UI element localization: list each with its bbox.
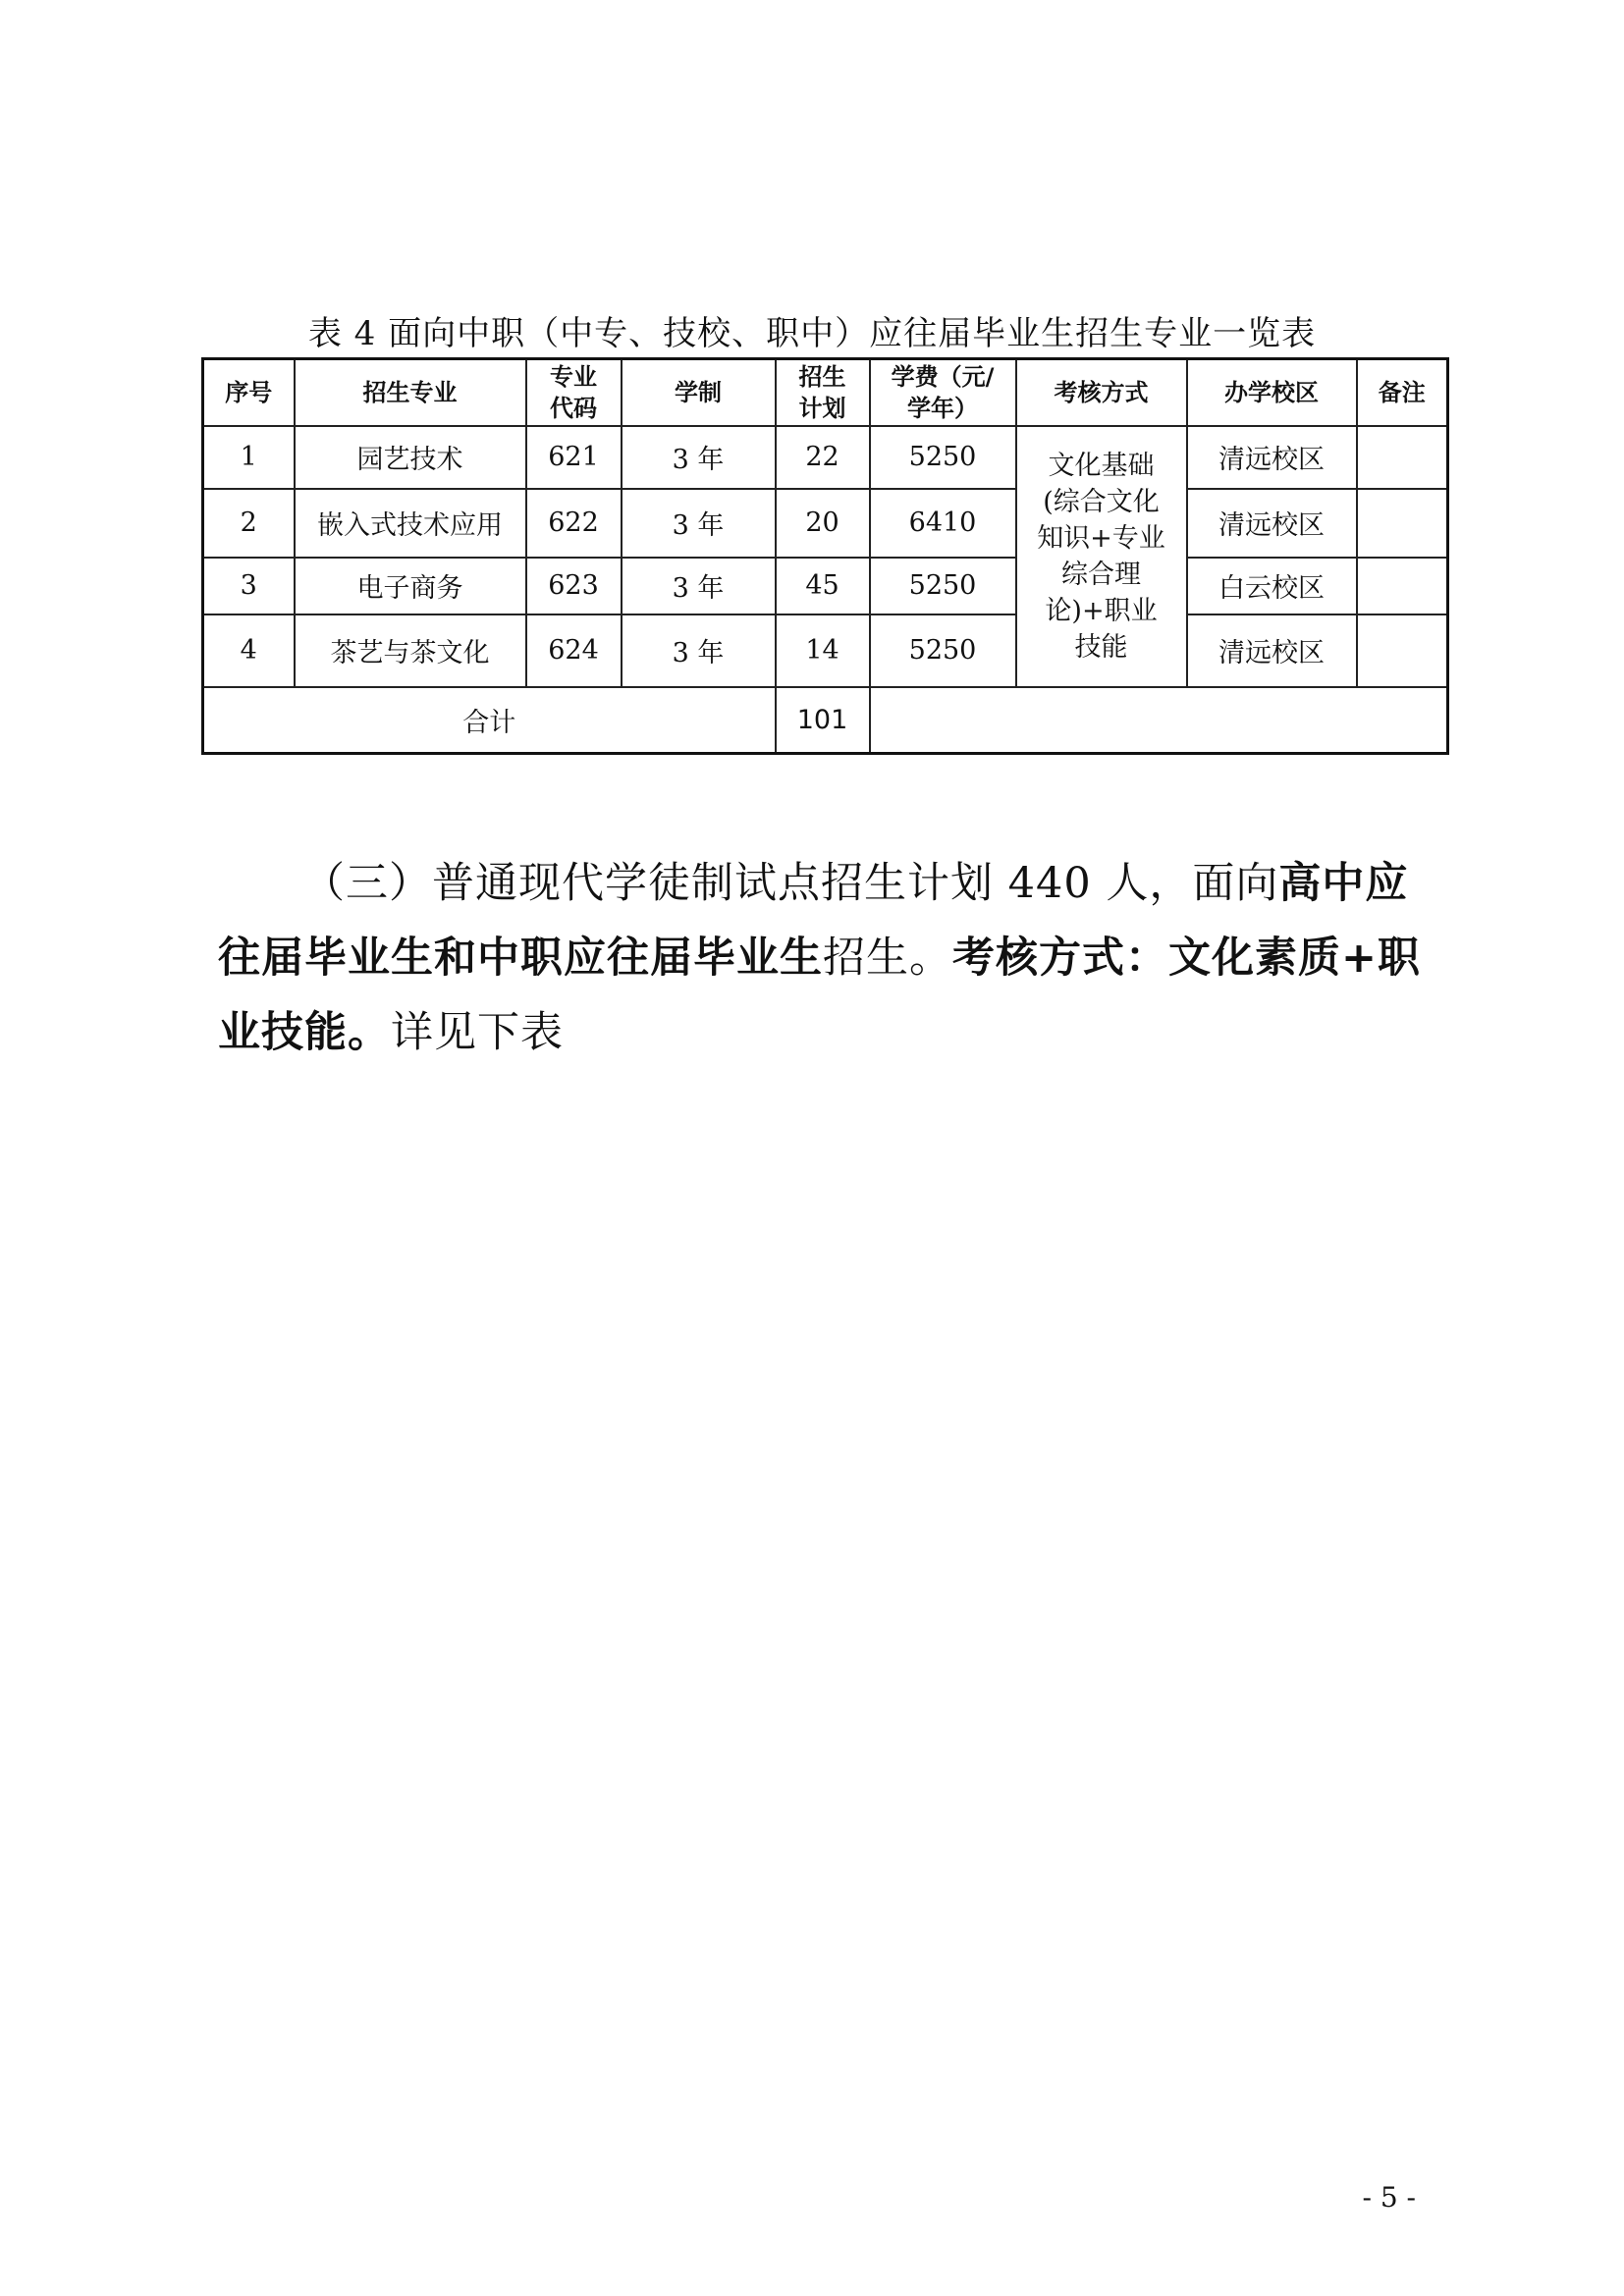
cell-fee: 5250 bbox=[870, 426, 1016, 489]
header-notes: 备注 bbox=[1357, 359, 1448, 426]
page-number: - 5 - bbox=[1362, 2181, 1416, 2214]
cell-plan: 20 bbox=[776, 489, 870, 558]
paragraph-text-2: 招生。 bbox=[823, 934, 952, 983]
header-plan-line1: 招生 bbox=[798, 362, 846, 391]
cell-major: 嵌入式技术应用 bbox=[295, 489, 526, 558]
header-plan bbox=[776, 359, 870, 426]
cell-notes bbox=[1357, 558, 1448, 614]
header-fee-line1: 学费（元/ bbox=[891, 362, 995, 391]
paragraph-bold-1: 高中应往届毕业生和中职应往届毕业生 bbox=[218, 859, 1409, 983]
header-fee bbox=[870, 359, 1016, 426]
header-code bbox=[526, 359, 622, 426]
cell-length: 3 年 bbox=[622, 426, 776, 489]
table-row bbox=[203, 614, 1448, 687]
cell-code: 623 bbox=[526, 558, 622, 614]
method-line: 综合理 bbox=[1061, 559, 1141, 590]
paragraph-text-1: （三）普通现代学徒制试点招生计划 440 人，面向 bbox=[302, 859, 1279, 908]
table-row bbox=[203, 489, 1448, 558]
cell-seq: 1 bbox=[203, 426, 295, 489]
table-row bbox=[203, 558, 1448, 614]
cell-code: 622 bbox=[526, 489, 622, 558]
body-paragraph bbox=[218, 846, 1426, 1070]
cell-fee: 5250 bbox=[870, 558, 1016, 614]
header-code-line2: 代码 bbox=[550, 394, 597, 422]
cell-notes bbox=[1357, 614, 1448, 687]
cell-major: 电子商务 bbox=[295, 558, 526, 614]
cell-major: 园艺技术 bbox=[295, 426, 526, 489]
cell-code: 624 bbox=[526, 614, 622, 687]
table-row bbox=[203, 426, 1448, 489]
header-seq: 序号 bbox=[203, 359, 295, 426]
total-label: 合计 bbox=[203, 687, 776, 754]
header-length: 学制 bbox=[622, 359, 776, 426]
header-campus: 办学校区 bbox=[1187, 359, 1357, 426]
table-header-row bbox=[203, 359, 1448, 426]
table-caption: 表 4 面向中职（中专、技校、职中）应往届毕业生招生专业一览表 bbox=[307, 314, 1317, 353]
header-method: 考核方式 bbox=[1016, 359, 1187, 426]
cell-length: 3 年 bbox=[622, 489, 776, 558]
cell-seq: 4 bbox=[203, 614, 295, 687]
paragraph-bold-2: 考核方式：文化素质+职业技能。 bbox=[218, 934, 1422, 1057]
cell-code: 621 bbox=[526, 426, 622, 489]
total-row bbox=[203, 687, 1448, 754]
total-empty-cell bbox=[870, 687, 1448, 754]
paragraph-text-3: 详见下表 bbox=[391, 1008, 564, 1057]
cell-plan: 14 bbox=[776, 614, 870, 687]
cell-length: 3 年 bbox=[622, 614, 776, 687]
enrollment-table bbox=[201, 357, 1449, 755]
cell-notes bbox=[1357, 489, 1448, 558]
cell-seq: 3 bbox=[203, 558, 295, 614]
cell-fee: 5250 bbox=[870, 614, 1016, 687]
header-fee-line2: 学年） bbox=[907, 394, 978, 422]
cell-campus: 清远校区 bbox=[1187, 426, 1357, 489]
total-value: 101 bbox=[776, 687, 870, 754]
method-line: 文化基础 bbox=[1048, 450, 1155, 481]
method-line: 论)+职业 bbox=[1045, 595, 1158, 626]
cell-length: 3 年 bbox=[622, 558, 776, 614]
cell-campus: 白云校区 bbox=[1187, 558, 1357, 614]
cell-seq: 2 bbox=[203, 489, 295, 558]
header-code-line1: 专业 bbox=[550, 362, 597, 391]
cell-campus: 清远校区 bbox=[1187, 489, 1357, 558]
header-plan-line2: 计划 bbox=[798, 394, 846, 422]
cell-campus: 清远校区 bbox=[1187, 614, 1357, 687]
cell-fee: 6410 bbox=[870, 489, 1016, 558]
cell-assessment-method bbox=[1016, 426, 1187, 687]
cell-notes bbox=[1357, 426, 1448, 489]
method-line: 技能 bbox=[1074, 631, 1128, 663]
header-major: 招生专业 bbox=[295, 359, 526, 426]
method-line: (综合文化 bbox=[1043, 486, 1160, 517]
cell-plan: 45 bbox=[776, 558, 870, 614]
cell-plan: 22 bbox=[776, 426, 870, 489]
method-line: 知识+专业 bbox=[1037, 522, 1165, 554]
cell-major: 茶艺与茶文化 bbox=[295, 614, 526, 687]
